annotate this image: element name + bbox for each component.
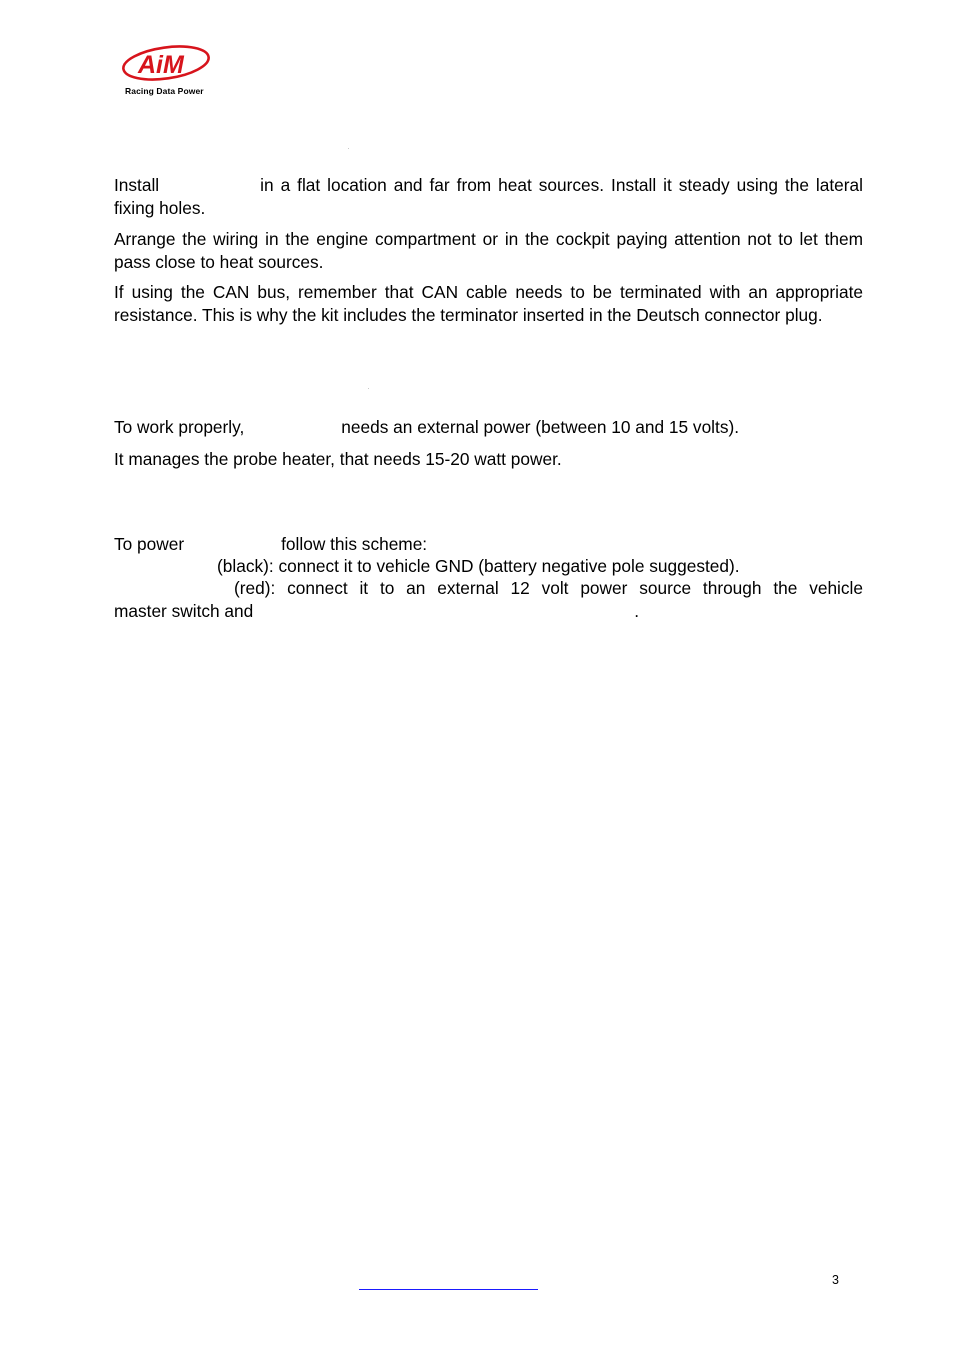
page-number: 3 bbox=[832, 1273, 839, 1287]
scheme-red-wire-continued bbox=[114, 600, 863, 623]
power-text-end: needs an external power (between 10 and 15 volts). bbox=[341, 417, 740, 437]
install-text-end: in a flat location and far from heat sources. Install it steady using the lateral fixing holes. bbox=[114, 175, 863, 218]
scheme-text-end: follow this scheme: bbox=[281, 534, 428, 554]
scheme-text-start: To power bbox=[114, 534, 185, 554]
scheme-intro bbox=[114, 533, 863, 556]
aim-logo bbox=[120, 42, 220, 100]
aim-logo-mark bbox=[120, 42, 212, 84]
artifact-dot bbox=[348, 148, 349, 149]
logo-tagline: Racing Data Power bbox=[125, 86, 204, 96]
scheme-black-wire: (black): connect it to vehicle GND (battery negative pole suggested). bbox=[217, 556, 740, 576]
scheme-red-text: master switch and bbox=[114, 601, 254, 621]
svg-text:AiM: AiM bbox=[138, 51, 184, 79]
footer-link-underline[interactable] bbox=[359, 1289, 538, 1290]
scheme-red-wire: (red): connect it to an external 12 volt power source through the vehicle bbox=[234, 578, 863, 598]
install-text-start: Install bbox=[114, 175, 160, 195]
power-paragraph-2: It manages the probe heater, that needs 15-20 watt power. bbox=[114, 449, 562, 469]
install-paragraph-3: If using the CAN bus, remember that CAN cable needs to be terminated with an appropriate resistance. This is why the kit includes the terminator inserted in the Deutsch connector plug. bbox=[114, 282, 863, 325]
scheme-red-period: . bbox=[634, 601, 640, 621]
install-paragraph-1 bbox=[114, 174, 863, 219]
artifact-dot bbox=[368, 388, 369, 389]
power-paragraph-1 bbox=[114, 416, 863, 439]
power-text-start: To work properly, bbox=[114, 417, 245, 437]
install-paragraph-2: Arrange the wiring in the engine compartment or in the cockpit paying attention not to let them pass close to heat sources. bbox=[114, 229, 863, 272]
